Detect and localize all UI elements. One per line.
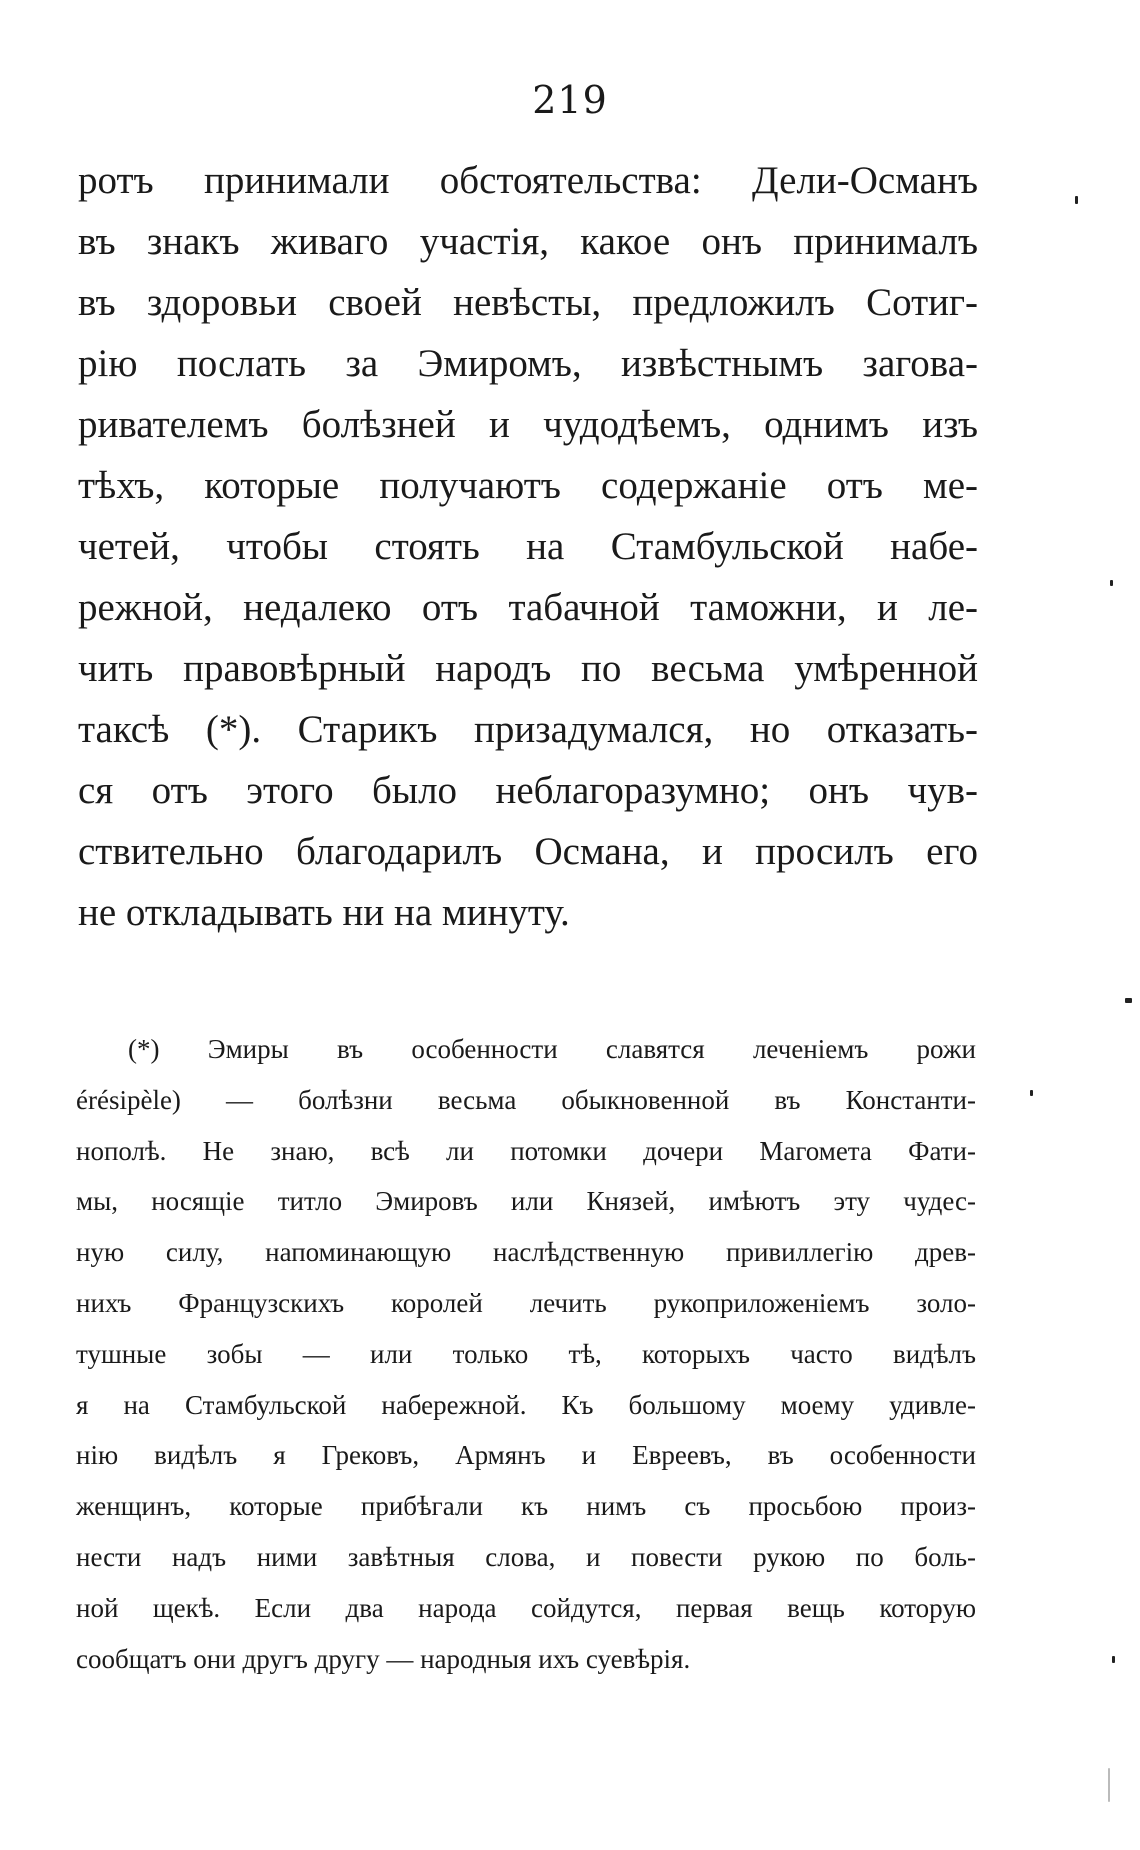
footnote-line: нію видѣлъ я Грековъ, Армянъ и Евреевъ, въ особенности: [76, 1440, 976, 1471]
main-text-line: таксѣ (*). Старикъ призадумался, но отказать-: [78, 708, 978, 751]
footnote-line: мы, носящіе титло Эмировъ или Князей, имѣютъ эту чудес-: [76, 1186, 976, 1217]
footnote-line: женщинъ, которые прибѣгали къ нимъ съ просьбою произ-: [76, 1491, 976, 1522]
page-number: 219: [532, 78, 608, 122]
main-text-line: тѣхъ, которые получаютъ содержаніе отъ ме-: [78, 464, 978, 507]
main-text-line: чить правовѣрный народъ по весьма умѣренной: [78, 647, 978, 690]
main-text-line: ривателемъ болѣзней и чудодѣемъ, однимъ изъ: [78, 403, 978, 446]
main-text-line: ся отъ этого было неблагоразумно; онъ чув-: [78, 769, 978, 812]
footnote-line: я на Стамбульской набережной. Къ большому моему удивле-: [76, 1389, 976, 1420]
main-text-line: четей, чтобы стоять на Стамбульской набе-: [78, 525, 978, 568]
footnote-line: (*) Эмиры въ особенности славятся леченіемъ рожи: [128, 1034, 976, 1064]
scan-speck: [1110, 580, 1113, 586]
footnote-line: ную силу, напоминающую наслѣдственную привиллегію древ-: [76, 1237, 976, 1268]
footnote-line: тушные зобы — или только тѣ, которыхъ часто видѣлъ: [76, 1338, 976, 1369]
main-text-line: не откладывать ни на минуту.: [78, 891, 570, 934]
main-text-line: режной, недалеко отъ табачной таможни, и ле-: [78, 586, 978, 629]
scan-speck: [1112, 1656, 1115, 1663]
main-text-line: рію послать за Эмиромъ, извѣстнымъ загова-: [78, 342, 978, 385]
main-text-block: [78, 150, 978, 943]
footnote-line: нести надъ ними завѣтныя слова, и повести рукою по боль-: [76, 1541, 976, 1572]
footnote-line: нихъ Французскихъ королей лечить рукоприложеніемъ золо-: [76, 1287, 976, 1318]
footnote-block: [76, 1024, 976, 1684]
scan-speck: [1108, 1768, 1110, 1802]
scan-speck: [1030, 1090, 1033, 1096]
footnote-line: ной щекѣ. Если два народа сойдутся, первая вещь которую: [76, 1592, 976, 1623]
main-text-line: ротъ принимали обстоятельства: Дели-Османъ: [78, 159, 978, 202]
footnote-line: нополѣ. Не знаю, всѣ ли потомки дочери Магомета Фати-: [76, 1135, 976, 1166]
footnote-line: érésipèle) — болѣзни весьма обыкновенной въ Константи-: [76, 1084, 976, 1115]
main-text-line: въ знакъ живаго участія, какое онъ принималъ: [78, 220, 978, 263]
scan-speck: [1075, 196, 1078, 204]
main-text-line: ствительно благодарилъ Османа, и просилъ его: [78, 830, 978, 873]
scan-speck: [1125, 998, 1132, 1003]
main-text-line: въ здоровьи своей невѣсты, предложилъ Сотиг-: [78, 281, 978, 324]
footnote-line: сообщатъ они другъ другу — народныя ихъ суевѣрія.: [76, 1643, 691, 1674]
